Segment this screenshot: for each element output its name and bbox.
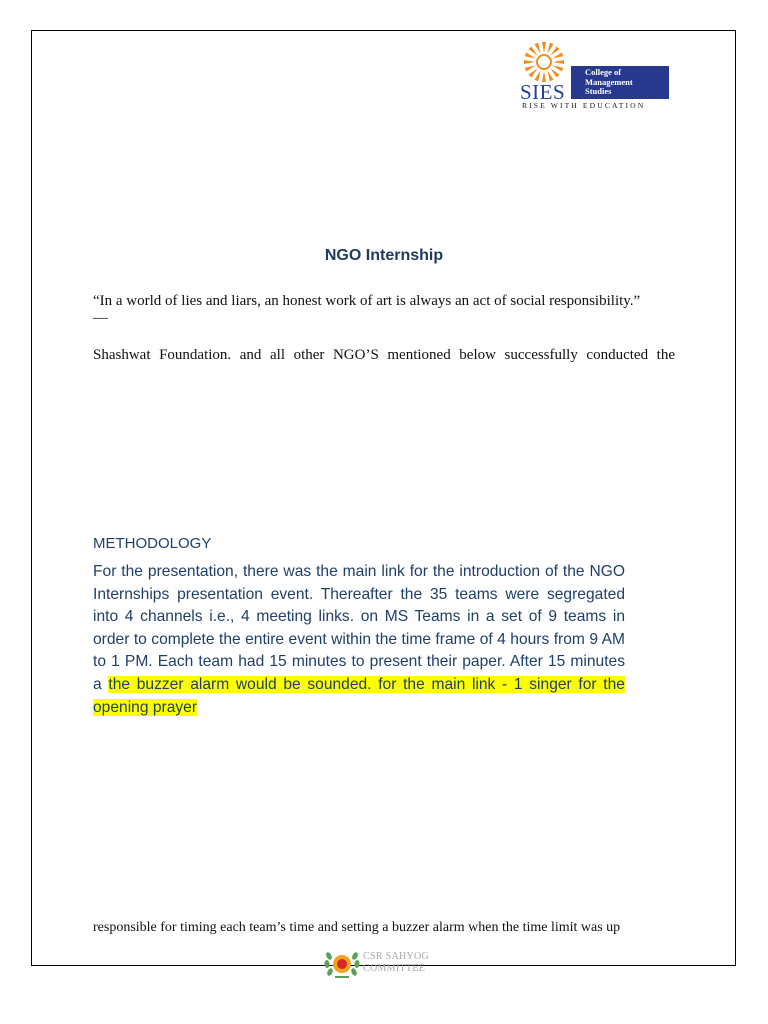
methodology-paragraph (93, 561, 625, 719)
csr-logo-text (363, 951, 429, 975)
methodology-heading: METHODOLOGY (93, 535, 212, 552)
csr-logo-line: COMMITTEE (363, 963, 426, 974)
intro-paragraph: Shashwat Foundation. and all other NGO’S mentioned below successfully conducted the (93, 347, 675, 363)
csr-logo-line: CSR SAHYOG (363, 951, 430, 962)
quote-dash: — (93, 310, 108, 326)
logo-institute-box (571, 66, 669, 99)
logo-tagline: RISE WITH EDUCATION (522, 101, 646, 110)
laurel-wreath-icon (323, 946, 361, 982)
sies-logo (516, 40, 676, 112)
document-title: NGO Internship (324, 247, 444, 264)
highlighted-text: the buzzer alarm would be sounded. for the main link - 1 singer for the opening prayer (93, 675, 625, 716)
quote-text: “In a world of lies and liars, an honest work of art is always an act of social responsibility.” (93, 293, 641, 309)
methodology-body-text: For the presentation, there was the main link for the introduction of the NGO Internships presentation event. Thereafter the 35 teams were segregated into 4 channels i.e., 4 meeting links. on MS Teams in a set of 9 teams in order to complete the entire event within the time frame of 4 hours from 9 AM to 1 PM. Each team had 15 minutes to present their paper. After 15 minutes a (93, 563, 625, 693)
logo-institute-line: Management (585, 76, 633, 87)
logo-institute-line: College of (585, 67, 622, 77)
footer-paragraph: responsible for timing each team’s time and setting a buzzer alarm when the time limit was up (93, 920, 621, 935)
csr-sahyog-logo (323, 946, 453, 982)
logo-brand-text: SIES (520, 80, 566, 104)
logo-institute-line: Studies (585, 86, 612, 96)
page-border (31, 30, 736, 966)
